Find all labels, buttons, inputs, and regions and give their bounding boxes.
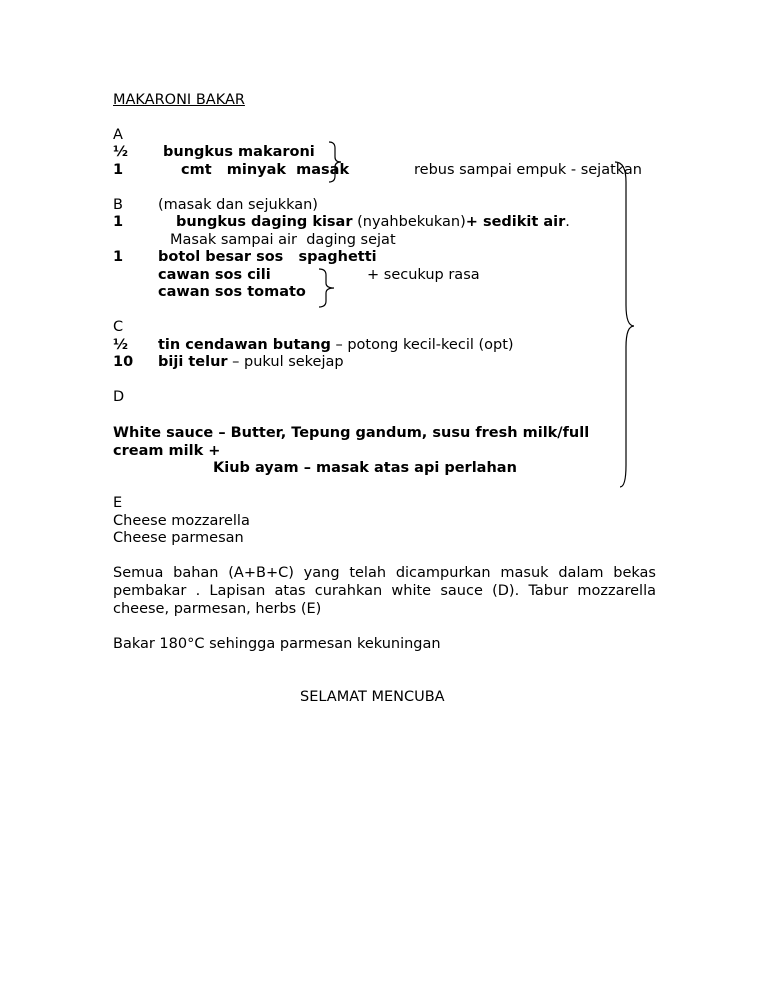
section-b-intro: (masak dan sejukkan): [158, 197, 318, 213]
section-c-row1-note: – potong kecil-kecil (opt): [330, 337, 514, 353]
section-d-line2: cream milk +: [113, 443, 221, 459]
section-d-label: D: [113, 389, 125, 405]
instructions-paragraph-2: Bakar 180°C sehingga parmesan kekuningan: [113, 636, 441, 652]
bracket-a-icon: [328, 140, 344, 184]
section-e-label: E: [113, 495, 123, 511]
section-b-row2-qty: 1: [113, 249, 124, 265]
section-d-line3: Kiub ayam – masak atas api perlahan: [213, 460, 517, 476]
instructions-paragraph-1: Semua bahan (A+B+C) yang telah dicampurkan masuk dalam bekas pembakar . Lapisan atas curahkan white sauce (D). Tabur mozzarella cheese, parmesan, herbs (E): [113, 565, 656, 617]
section-a-label: A: [113, 127, 123, 143]
recipe-title: MAKARONI BAKAR: [113, 92, 245, 108]
section-a-row1-item: bungkus makaroni: [163, 144, 315, 160]
section-a-row1-qty: ½: [113, 144, 129, 160]
section-c-row2-item: biji telur: [158, 354, 228, 370]
section-c-row1-qty: ½: [113, 337, 129, 353]
section-b-label: B: [113, 197, 123, 213]
closing-text: SELAMAT MENCUBA: [300, 689, 445, 705]
section-a-row2-qty: 1: [113, 162, 124, 178]
section-c-row1: [158, 336, 514, 354]
section-b-row2-item: botol besar sos spaghetti: [158, 249, 377, 265]
section-c-label: C: [113, 319, 124, 335]
section-c-row2: [158, 353, 344, 371]
section-e-item1: Cheese mozzarella: [113, 513, 250, 529]
section-d-line1: White sauce – Butter, Tepung gandum, susu fresh milk/full: [113, 425, 590, 441]
section-e-item2: Cheese parmesan: [113, 530, 244, 546]
section-b-row1: [176, 213, 570, 231]
section-b-row1-end: .: [565, 214, 570, 230]
bracket-main-icon: [612, 160, 638, 490]
section-a-row2-item: cmt minyak masak: [181, 162, 350, 178]
section-c-row1-item: tin cendawan butang: [158, 337, 331, 353]
section-b-row1-continuation: Masak sampai air daging sejat: [170, 232, 396, 248]
bracket-b-icon: [318, 268, 340, 308]
section-b-row3-note: + secukup rasa: [367, 267, 480, 283]
section-c-row2-note: – pukul sekejap: [227, 354, 344, 370]
section-b-row4-item: cawan sos tomato: [158, 284, 306, 300]
section-b-row3-item: cawan sos cili: [158, 267, 271, 283]
section-a-note: rebus sampai empuk - sejatkan: [414, 162, 642, 178]
section-c-row2-qty: 10: [113, 354, 134, 370]
section-b-row1-extra: + sedikit air: [465, 214, 566, 230]
section-b-row1-item: bungkus daging kisar: [176, 214, 353, 230]
section-b-row1-item-note: (nyahbekukan): [352, 214, 466, 230]
section-b-row1-qty: 1: [113, 214, 124, 230]
